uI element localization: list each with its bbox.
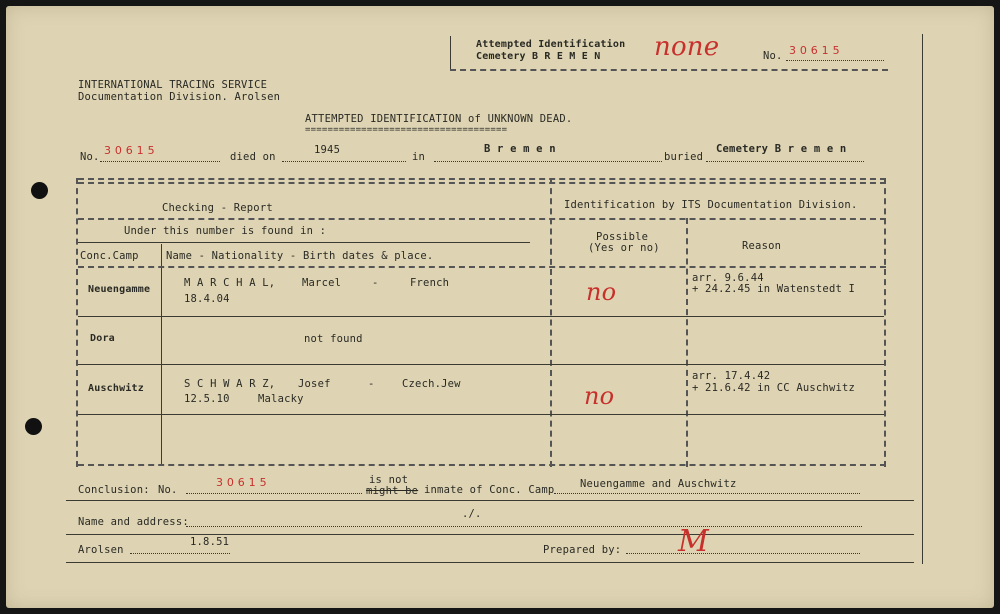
header-line-1: Attempted Identification — [476, 39, 626, 50]
header-box-bottom-border — [450, 69, 888, 71]
row-3-separator — [78, 414, 884, 415]
column-possible-line-2: (Yes or no) — [588, 242, 660, 254]
died-label: died on — [230, 151, 276, 163]
signature-initial: M — [678, 524, 709, 559]
name-address-value: ./. — [462, 508, 482, 520]
table-top-border-2 — [78, 182, 886, 184]
handwritten-none: none — [654, 32, 720, 62]
column-header-separator — [78, 266, 886, 268]
row-1-firstname: Marcel — [302, 277, 342, 289]
under-number-label: Under this number is found in : — [124, 225, 327, 237]
buried-dotline — [706, 161, 864, 162]
row-2-result: not found — [304, 333, 363, 345]
checking-report-header: Checking - Report — [162, 202, 273, 214]
row-1-reason-2: + 24.2.45 in Watenstedt I — [692, 283, 856, 295]
punch-hole-bottom — [25, 418, 42, 435]
prepared-by-dotline — [626, 553, 860, 554]
column-possible-line-1: Possible — [596, 231, 649, 243]
org-line-2: Documentation Division. Arolsen — [78, 91, 281, 103]
row-3-possible: no — [584, 382, 615, 410]
header-box-left-border — [450, 36, 451, 70]
name-address-dotline — [186, 526, 862, 527]
record-no-value: 3 0 6 1 5 — [104, 144, 155, 157]
row-1-nationality: French — [410, 277, 450, 289]
column-reason: Reason — [742, 240, 782, 252]
conclusion-camps: Neuengamme and Auschwitz — [580, 478, 737, 490]
footer-date-dotline — [130, 553, 230, 554]
name-address-separator — [66, 534, 914, 535]
punch-hole-top — [31, 182, 48, 199]
identification-header: Identification by ITS Documentation Division. — [564, 199, 858, 211]
row-2-separator — [78, 364, 884, 365]
row-1-separator — [78, 316, 884, 317]
row-1-surname: M A R C H A L, — [184, 277, 276, 289]
conclusion-label: Conclusion: — [78, 484, 150, 496]
place-dotline — [434, 161, 662, 162]
conclusion-no-value: 3 0 6 1 5 — [216, 476, 267, 489]
row-1-reason-1: arr. 9.6.44 — [692, 272, 764, 284]
footer-date: 1.8.51 — [190, 536, 230, 548]
row-1-birth: 18.4.04 — [184, 293, 230, 305]
row-3-birth: 12.5.10 — [184, 393, 230, 405]
table-header-separator — [78, 218, 886, 220]
in-label: in — [412, 151, 426, 163]
buried-value: Cemetery B r e m e n — [716, 143, 847, 155]
under-number-separator — [78, 242, 530, 243]
index-card — [6, 6, 994, 608]
conclusion-camps-dotline — [554, 493, 860, 494]
died-dotline — [282, 161, 406, 162]
row-1-dash: - — [372, 277, 379, 289]
conclusion-no-dotline — [186, 493, 362, 494]
row-1-possible: no — [586, 278, 617, 306]
place-value: B r e m e n — [484, 143, 556, 155]
document-title: ATTEMPTED IDENTIFICATION of UNKNOWN DEAD. — [305, 113, 573, 125]
title-underline: ==================================== — [305, 125, 508, 135]
header-no-label: No. — [763, 50, 783, 62]
card-bottom-line — [66, 562, 914, 563]
header-no-dotline — [786, 60, 884, 61]
row-2-camp: Dora — [90, 333, 115, 344]
header-no-value: 3 0 6 1 5 — [789, 44, 840, 57]
conclusion-inmate: inmate of Conc. Camp — [424, 484, 555, 496]
row-3-firstname: Josef — [298, 378, 331, 390]
footer-place: Arolsen — [78, 544, 124, 556]
row-3-reason-1: arr. 17.4.42 — [692, 370, 771, 382]
row-1-camp: Neuengamme — [88, 284, 151, 295]
column-name: Name - Nationality - Birth dates & place. — [166, 250, 434, 262]
record-no-label: No. — [80, 151, 100, 163]
table-bottom-border — [78, 464, 886, 466]
card-right-line — [922, 34, 923, 564]
table-left-border — [76, 178, 78, 467]
header-line-2: Cemetery B R E M E N — [476, 51, 601, 62]
row-3-camp: Auschwitz — [88, 383, 144, 394]
table-right-border — [884, 178, 886, 467]
prepared-by-label: Prepared by: — [543, 544, 622, 556]
row-3-dash: - — [368, 378, 375, 390]
table-divider-possible — [550, 178, 552, 467]
conclusion-no-label: No. — [158, 484, 178, 496]
row-3-place: Malacky — [258, 393, 304, 405]
row-3-surname: S C H W A R Z, — [184, 378, 276, 390]
table-divider-camp — [161, 244, 162, 464]
conclusion-is-not: is not — [369, 474, 409, 486]
buried-label: buried — [664, 151, 704, 163]
column-conc-camp: Conc.Camp — [80, 250, 139, 262]
name-address-label: Name and address: — [78, 516, 189, 528]
row-3-nationality: Czech.Jew — [402, 378, 461, 390]
died-value: 1945 — [314, 144, 341, 156]
conclusion-separator — [66, 500, 914, 501]
table-divider-reason — [686, 218, 688, 467]
record-no-dotline — [100, 161, 220, 162]
table-top-border — [78, 178, 886, 180]
conclusion-struck-text: might be — [366, 485, 419, 497]
row-3-reason-2: + 21.6.42 in CC Auschwitz — [692, 382, 856, 394]
org-line-1: INTERNATIONAL TRACING SERVICE — [78, 79, 268, 91]
